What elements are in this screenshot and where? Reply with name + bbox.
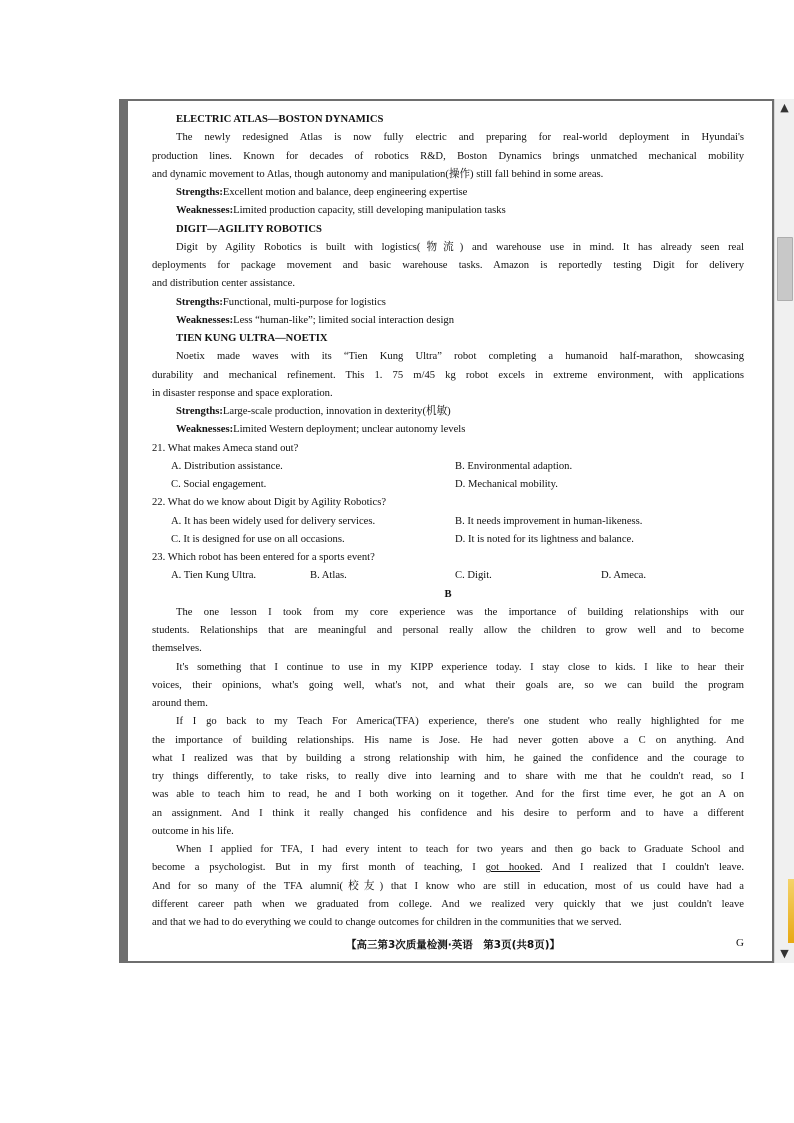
document-page (128, 101, 772, 961)
digit-text-line: and distribution center assistance. (152, 278, 295, 290)
atlas-heading: ELECTRIC ATLAS—BOSTON DYNAMICS (176, 114, 384, 125)
passage-b-line: what I realized was that by building a strong relationship with him, he gained the confidence and the courage to (152, 752, 744, 764)
atlas-text-line: The newly redesigned Atlas is now fully electric and preparing for real-world deployment in Hyundai's (176, 132, 744, 144)
tien-text-line: Noetix made waves with its “Tien Kung Ultra” robot completing a humanoid half-marathon, showcasing (176, 351, 744, 363)
passage-b-line: themselves. (152, 643, 202, 655)
option-b: B. Environmental adaption. (455, 460, 573, 472)
section-b-heading: B (444, 588, 452, 600)
tien-strengths: Strengths:Large-scale production, innovation in dexterity(机敏) (176, 406, 451, 417)
option-c: C. It is designed for use on all occasions. (171, 533, 345, 545)
tien-text-line: in disaster response and space exploration. (152, 387, 333, 399)
question-23-stem: 23. Which robot has been entered for a sports event? (152, 552, 375, 563)
question-21-options-row (152, 476, 744, 494)
atlas-weaknesses: Weaknesses:Limited production capacity, still developing manipulation tasks (176, 205, 506, 217)
digit-strengths: Strengths:Functional, multi-purpose for logistics (176, 296, 386, 308)
passage-b-line: and that we had to do everything we could to change outcomes for children in the communities that we served. (152, 917, 622, 928)
question-22-options-row (152, 531, 744, 549)
passage-b-line: try things differently, to take risks, to really dive into learning and to share with me that he couldn't read, so I (152, 771, 744, 782)
option-a: A. It has been widely used for delivery services. (171, 515, 376, 527)
question-22-stem: 22. What do we know about Digit by Agility Robotics? (152, 497, 387, 509)
scroll-down-icon[interactable]: ▼ (780, 947, 789, 960)
tien-text-line: durability and mechanical refinement. This 1. 75 m/45 kg robot excels in extreme environment, with applications (152, 369, 744, 381)
vertical-scrollbar[interactable] (774, 99, 794, 963)
option-c: C. Digit. (455, 570, 492, 582)
passage-b-line: It's something that I continue to use in my KIPP experience today. I stay close to kids. I like to hear their (176, 661, 744, 673)
option-b: B. Atlas. (310, 570, 347, 582)
option-c: C. Social engagement. (171, 479, 267, 490)
passage-b-line: become a psychologist. But in my first month of teaching, I got hooked. And I realized that I couldn't leave. (152, 862, 744, 874)
underlined-phrase: got hooked (485, 862, 541, 874)
question-21-stem: 21. What makes Ameca stand out? (152, 442, 299, 454)
passage-b-line: voices, their opinions, what's going well, what's not, and what their goals are, so we can build the program (152, 679, 744, 691)
atlas-text-line: production lines. Known for decades of robotics R&D, Boston Dynamics brings unmatched mechanical mobility (152, 150, 744, 162)
question-22-options-row (152, 513, 744, 531)
tien-weaknesses: Weaknesses:Limited Western deployment; unclear autonomy levels (176, 424, 466, 436)
passage-b-line: students. Relationships that are meaningful and personal really allow the children to grow well and to become (152, 625, 744, 636)
scroll-up-icon[interactable]: ▲ (780, 101, 789, 114)
passage-b-line: the importance of building relationships. His name is Jose. He had never gotten above a C on anything. And (152, 734, 744, 746)
digit-text-line: deployments for package movement and basic warehouse tasks. Amazon is reportedly testing Digit for delivery (152, 260, 744, 271)
passage-b-line: And for so many of the TFA alumni(校友) that I know who are still in education, most of us could have had a (152, 880, 744, 892)
atlas-text-line: and dynamic movement to Atlas, though autonomy and manipulation(操作) still fall behind in some areas. (152, 168, 604, 180)
footer-title: 【高三第3次质量检测·英语 第3页(共8页)】 (345, 939, 560, 951)
scroll-highlight (788, 879, 794, 943)
option-a: A. Distribution assistance. (171, 460, 283, 472)
atlas-strengths: Strengths:Excellent motion and balance, deep engineering expertise (176, 187, 468, 198)
passage-b-line: If I go back to my Teach For America(TFA) experience, there's one student who really highlighted for me (176, 716, 744, 728)
passage-b-line: outcome in his life. (152, 825, 234, 837)
digit-weaknesses: Weaknesses:Less “human-like”; limited social interaction design (176, 314, 455, 326)
option-a: A. Tien Kung Ultra. (171, 570, 257, 582)
passage-b-line: When I applied for TFA, I had every intent to teach for two years and then go back to Graduate School and (176, 844, 744, 855)
question-23-options-row (152, 567, 744, 585)
option-d: D. It is noted for its lightness and balance. (455, 533, 634, 545)
option-b: B. It needs improvement in human-likeness. (455, 515, 643, 527)
passage-b-line: an assignment. And I think it really changed his confidence and his desire to perform and to have a different (152, 807, 744, 819)
scroll-thumb[interactable] (777, 237, 793, 301)
passage-b-line: The one lesson I took from my core experience was the importance of building relationships with our (176, 606, 744, 618)
question-21-options-row (152, 458, 744, 476)
passage-b-line: was able to teach him to read, he and I both working on it together. And for the first time ever, he got an A on (152, 789, 744, 801)
option-d: D. Ameca. (601, 570, 647, 582)
passage-b-line: different career path when we graduated from college. And we realized very quickly that we just couldn't leave (152, 898, 744, 910)
digit-text-line: Digit by Agility Robotics is built with logistics(物流) and warehouse use in mind. It has already seen real (176, 241, 744, 253)
page-content (152, 111, 744, 932)
passage-b-line: around them. (152, 698, 208, 709)
footer-version: G (736, 937, 744, 949)
digit-heading: DIGIT—AGILITY ROBOTICS (176, 223, 322, 235)
tien-heading: TIEN KUNG ULTRA—NOETIX (176, 333, 328, 344)
option-d: D. Mechanical mobility. (455, 479, 558, 490)
